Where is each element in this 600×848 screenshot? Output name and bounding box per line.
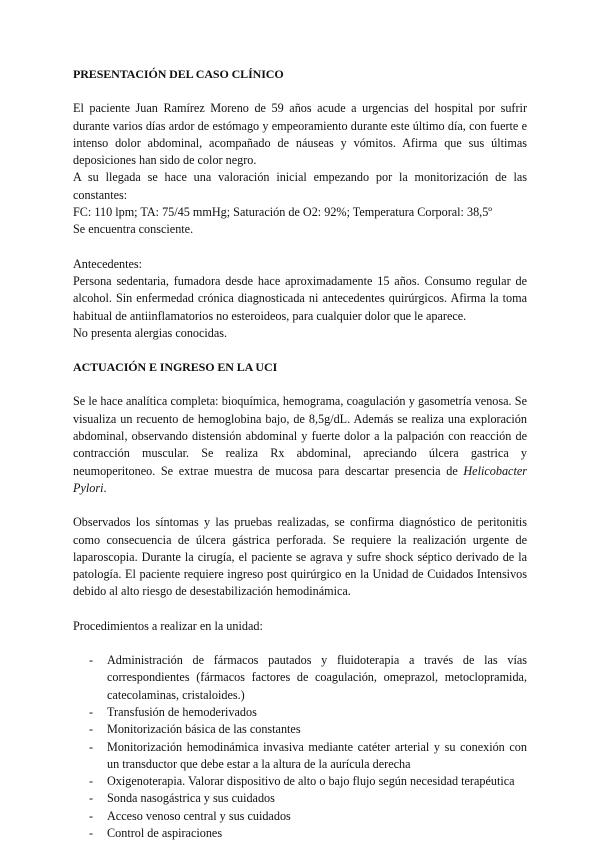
bullet-dash: - [89, 739, 94, 754]
bullet-dash: - [89, 808, 94, 823]
bullet-dash: - [89, 791, 94, 806]
list-item [73, 652, 527, 704]
procedure-text: Monitorización hemodinámica invasiva mediante catéter arterial y su conexión con un transductor que debe estar a la altura de la aurícula derecha [107, 739, 527, 771]
list-item [73, 739, 527, 774]
analysis-paragraph [73, 393, 527, 497]
procedure-text: Control de aspiraciones [107, 825, 223, 840]
procedure-text: Sonda nasogástrica y sus cuidados [107, 791, 275, 806]
allergies-statement: No presenta alergias conocidas. [73, 325, 228, 340]
consciousness-status: Se encuentra consciente. [73, 222, 194, 237]
procedures-label: Procedimientos a realizar en la unidad: [73, 618, 263, 633]
antecedentes-paragraph: Persona sedentaria, fumadora desde hace aproximadamente 15 años. Consumo regular de alcohol. Sin enfermedad crónica diagnosticada ni antecedentes quirúrgicos. Afirma la toma habitual de antiinflamatorios no esteroideos, para cualquier dolor que le aparece. [73, 273, 527, 323]
bullet-dash: - [89, 653, 94, 668]
bullet-dash: - [89, 825, 94, 840]
analysis-end: . [103, 480, 107, 495]
section-title-actuacion: ACTUACIÓN E INGRESO EN LA UCI [73, 360, 278, 375]
procedure-text: Oxigenoterapia. Valorar dispositivo de alto o bajo flujo según necesidad terapéutica [107, 774, 515, 789]
pathogen-name: Helicobacter Pylori [73, 463, 527, 495]
assessment-paragraph: A su llegada se hace una valoración inicial empezando por la monitorización de las constantes: [73, 170, 527, 202]
procedure-text: Monitorización básica de las constantes [107, 722, 301, 737]
procedure-text: Administración de fármacos pautados y fluidoterapia a través de las vías correspondientes (fármacos factores de coagulación, omeprazol, metoclopramida, catecolaminas, cristaloides.) [107, 653, 527, 702]
antecedentes-label: Antecedentes: [73, 256, 143, 271]
list-item [73, 808, 527, 825]
vital-signs: FC: 110 lpm; TA: 75/45 mmHg; Saturación de O2: 92%; Temperatura Corporal: 38,5º [73, 205, 493, 220]
bullet-dash: - [89, 774, 94, 789]
list-item [73, 825, 527, 842]
list-item [73, 721, 527, 738]
procedures-list [73, 652, 527, 842]
list-item [73, 790, 527, 807]
procedure-text: Acceso venoso central y sus cuidados [107, 808, 291, 823]
analysis-text: Se le hace analítica completa: bioquímica, hemograma, coagulación y gasometría venosa. Se visualiza un recuento de hemoglobina bajo, de 8,5g/dL. Además se realiza una exploración abdominal, observando distensión abdominal y fuerte dolor a la palpación con reacción de contracción muscular. Se realiza Rx abdominal, apreciando úlcera gastrica y neumoperitoneo. Se extrae muestra de mucosa para descartar presencia de [73, 394, 527, 478]
document-page [73, 66, 527, 842]
bullet-dash: - [89, 722, 94, 737]
diagnosis-paragraph: Observados los síntomas y las pruebas realizadas, se confirma diagnóstico de peritonitis como consecuencia de úlcera gástrica perforada. Se requiere la realización urgente de laparoscopia. Durante la cirugía, el paciente se agrava y sufre shock séptico derivado de la patología. El paciente requiere ingreso post quirúrgico en la Unidad de Cuidados Intensivos debido al alto riesgo de desestabilización hemodinámica. [73, 515, 527, 599]
section-title-presentacion: PRESENTACIÓN DEL CASO CLÍNICO [73, 67, 284, 81]
procedure-text: Transfusión de hemoderivados [107, 704, 257, 719]
list-item [73, 704, 527, 721]
list-item [73, 773, 527, 790]
bullet-dash: - [89, 704, 94, 719]
presentation-paragraph: El paciente Juan Ramírez Moreno de 59 años acude a urgencias del hospital por sufrir durante varios días ardor de estómago y empeoramiento durante este último día, con fuerte e intenso dolor abdominal, acompañado de náuseas y vómitos. Afirma que sus últimas deposiciones han sido de color negro. [73, 101, 527, 168]
